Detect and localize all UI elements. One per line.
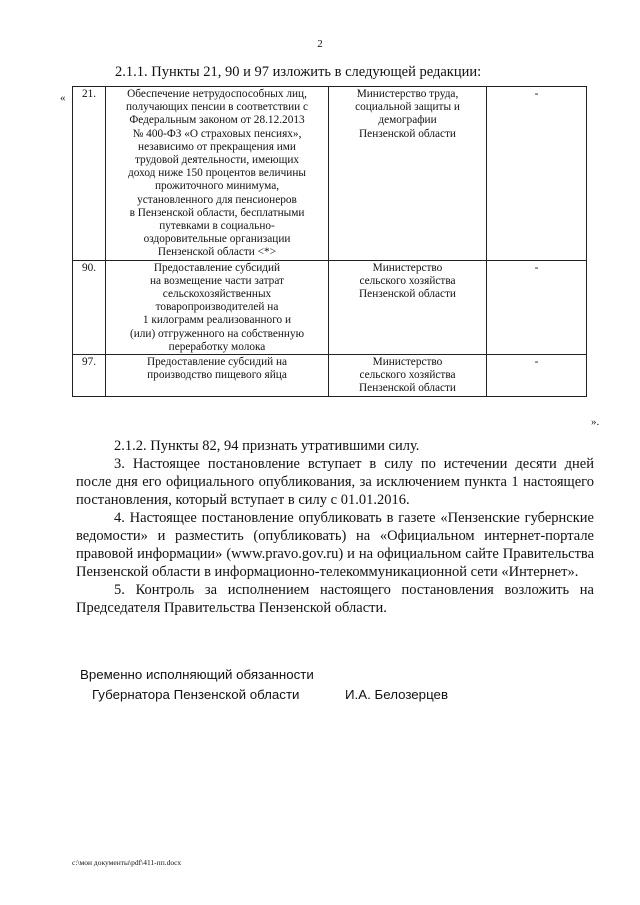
ministry-line: Пензенской области: [359, 288, 456, 301]
signature-block: [80, 665, 449, 705]
description-line: производство пищевого яйца: [147, 369, 287, 382]
amendment-intro: 2.1.1. Пункты 21, 90 и 97 изложить в следующей редакции:: [115, 64, 482, 80]
signatory-title-line2: Губернатора Пензенской области: [92, 687, 300, 702]
ministry-line: сельского хозяйства: [359, 274, 456, 287]
description-line: Предоставление субсидий на: [146, 356, 288, 369]
description-line: № 400-ФЗ «О страховых пенсиях»,: [132, 127, 302, 140]
ministry-line: демографии: [378, 114, 437, 127]
ministry-line: Пензенской области: [359, 127, 456, 140]
description-line: на возмещение части затрат: [150, 274, 284, 287]
description-line: доход ниже 150 процентов величины: [128, 167, 306, 180]
description-line: прожиточного минимума,: [154, 180, 280, 193]
row-extra: -: [487, 355, 587, 397]
description-line: товаропроизводителей на: [155, 301, 279, 314]
page-number: 2: [317, 38, 323, 50]
paragraph-5: 5. Контроль за исполнением настоящего постановления возложить на Председателя Правительства Пензенской области.: [76, 582, 594, 616]
row-extra: -: [487, 87, 587, 261]
ministry-line: сельского хозяйства: [359, 369, 456, 382]
description-line: независимо от прекращения ими: [138, 140, 296, 153]
paragraph-4: 4. Настоящее постановление опубликовать в газете «Пензенские губернские ведомости» и разместить (опубликовать) на «Официальном интернет-портале правовой информации» (www.pravo.gov.ru) и на официальном сайте Правительства Пензенской области в информационно-телекоммуникационной сети «Интернет».: [76, 510, 594, 580]
description-line: путевками в социально-: [159, 220, 275, 233]
row-description: [106, 355, 329, 397]
row-description: [106, 260, 329, 354]
document-body: [76, 437, 594, 617]
table-row: [73, 87, 587, 261]
description-line: (или) отгруженного на собственную: [129, 327, 305, 340]
row-number: 90.: [73, 260, 106, 354]
signatory-name: И.А. Белозерцев: [345, 687, 449, 702]
row-description: [106, 87, 329, 261]
description-line: Обеспечение нетрудоспособных лиц,: [127, 88, 307, 100]
row-ministry: [329, 87, 487, 261]
description-line: Предоставление субсидий: [153, 261, 281, 274]
description-line: оздоровительные организации: [143, 233, 291, 246]
table-row: [73, 260, 587, 354]
description-line: Федеральным законом от 28.12.2013: [129, 114, 305, 127]
description-line: 1 килограмм реализованного и: [142, 314, 292, 327]
amendments-table-body: [73, 87, 587, 397]
description-line: сельскохозяйственных: [162, 288, 272, 301]
description-line: получающих пенсии в соответствии с: [125, 101, 309, 114]
quote-open-mark: «: [60, 92, 66, 104]
paragraph-3: 3. Настоящее постановление вступает в силу по истечении десяти дней после дня его официального опубликования, за исключением пункта 1 настоящего постановления, который вступает в силу с 01.01.2016.: [76, 456, 594, 508]
table-row: [73, 355, 587, 397]
ministry-line: социальной защиты и: [355, 101, 460, 114]
row-extra: -: [487, 260, 587, 354]
row-number: 97.: [73, 355, 106, 397]
row-number: 21.: [73, 87, 106, 261]
file-path-footer: c:\мои документы\pdf\411-пп.docx: [72, 858, 182, 867]
ministry-line: Министерство труда,: [356, 88, 459, 100]
amendments-table: [72, 86, 587, 397]
row-ministry: [329, 260, 487, 354]
quote-close-mark: ».: [591, 416, 600, 428]
description-line: в Пензенской области, бесплатными: [129, 206, 305, 219]
description-line: Пензенской области <*>: [157, 246, 277, 259]
description-line: переработку молока: [168, 340, 266, 353]
paragraph-2-1-2: 2.1.2. Пункты 82, 94 признать утратившими силу.: [114, 438, 420, 454]
description-line: установленного для пенсионеров: [137, 193, 297, 206]
signatory-title-line1: Временно исполняющий обязанности: [80, 667, 314, 682]
ministry-line: Пензенской области: [359, 382, 456, 395]
ministry-line: Министерство: [372, 261, 443, 274]
ministry-line: Министерство: [372, 356, 443, 369]
description-line: трудовой деятельности, имеющих: [134, 154, 300, 167]
row-ministry: [329, 355, 487, 397]
